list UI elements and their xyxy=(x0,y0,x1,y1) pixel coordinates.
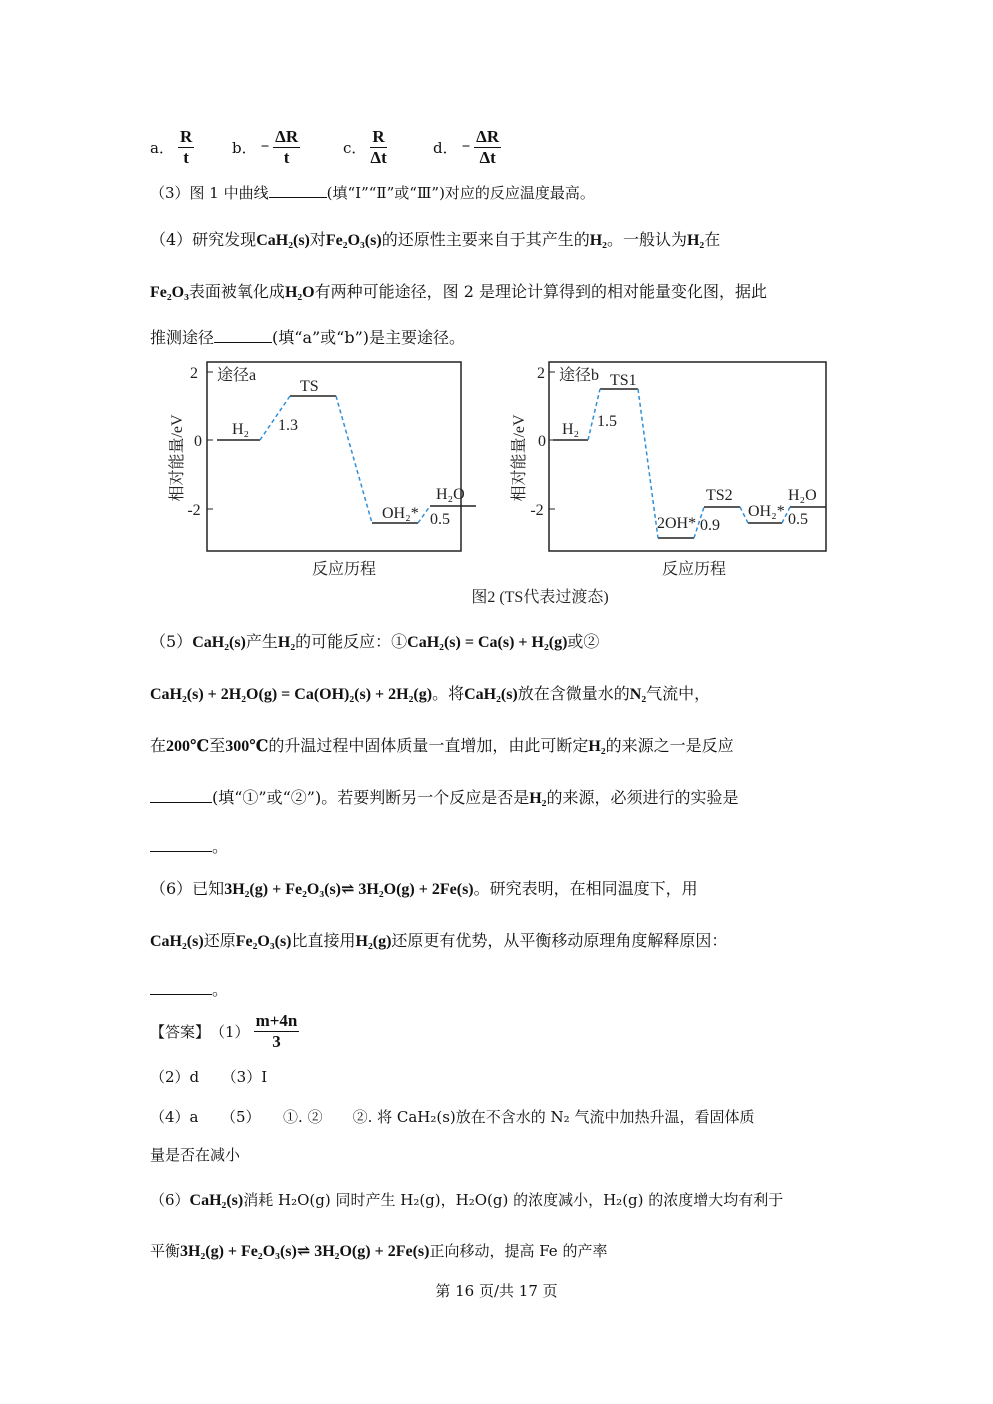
q6-text: 还原 xyxy=(203,931,236,950)
right-state-h2: H₂ xyxy=(562,421,580,438)
right-x-label: 反应历程 xyxy=(661,561,727,578)
question-5-line-4 xyxy=(150,785,738,808)
q5-text: 。将 xyxy=(432,684,465,703)
answer-1-denominator: 3 xyxy=(272,1031,281,1051)
q4-text: （4）研究发现 xyxy=(150,230,257,249)
left-label-0-5: 0.5 xyxy=(430,511,450,528)
right-label-1-5: 1.5 xyxy=(597,413,617,430)
q6-text: 还原更有优势，从平衡移动原理角度解释原因： xyxy=(391,931,728,950)
q5-temperature: 200℃ xyxy=(166,738,210,755)
option-a xyxy=(150,122,194,172)
q5-text: 的来源之一是反应 xyxy=(605,736,734,755)
option-c xyxy=(343,122,387,172)
answer-1-label: （1） xyxy=(210,1022,250,1041)
q5-formula: CaH₂(s) xyxy=(464,686,518,703)
right-label-0-9: 0.9 xyxy=(700,517,720,534)
q5-text: 气流中， xyxy=(646,684,711,703)
answer-1-numerator: m+4n xyxy=(255,1010,298,1030)
q5-text: 。 xyxy=(212,837,229,856)
answer-6-text: 正向移动，提高 Fe 的产率 xyxy=(429,1242,608,1260)
q6-formula: CaH₂(s) xyxy=(150,933,204,950)
q5-text: 或② xyxy=(567,632,600,651)
answer-1-fraction xyxy=(254,1011,300,1052)
q4-text: 表面被氧化成 xyxy=(188,282,285,301)
answer-heading: 【答案】 xyxy=(150,1022,211,1041)
q4-formula: Fe₂O₃ xyxy=(150,284,189,301)
right-label-0-5: 0.5 xyxy=(788,511,808,528)
q5-blank-2 xyxy=(150,837,212,852)
q4-text: 有两种可能途径，图 2 是理论计算得到的相对能量变化图，据此 xyxy=(314,282,767,301)
q5-formula: N₂ xyxy=(629,686,647,703)
q4-formula: Fe₂O₃(s) xyxy=(325,232,382,249)
q3-prefix: （3）图 1 中曲线 xyxy=(150,184,269,202)
left-state-ts: TS xyxy=(300,378,319,395)
q5-formula: H₂ xyxy=(529,790,547,807)
q6-formula: Fe₂O₃(s) xyxy=(235,933,292,950)
q5-formula: H₂ xyxy=(588,738,606,755)
page-footer: 第 16 页/共 17 页 xyxy=(435,1282,558,1300)
question-4-line-3 xyxy=(150,325,465,348)
left-state-oh2: OH₂* xyxy=(382,505,419,522)
q4-text: 的还原性主要来自于其产生的 xyxy=(381,230,590,249)
question-3 xyxy=(150,182,595,203)
option-a-label: a． xyxy=(150,138,174,157)
q4-text: 对 xyxy=(309,230,326,249)
right-state-ts2: TS2 xyxy=(706,487,733,504)
question-4-line-1 xyxy=(150,227,720,250)
answer-6-formula: CaH₂(s) xyxy=(189,1192,244,1209)
answer-6-equation: 3H₂(g) + Fe₂O₃(s)⇌ 3H₂O(g) + 2Fe(s) xyxy=(180,1243,430,1260)
right-tick-0: 0 xyxy=(538,433,546,450)
answer-4-5-line-1: （4）a （5） ①. ② ②. 将 CaH₂(s)放在不含水的 N₂ 气流中加热升温，看固体质 xyxy=(150,1108,755,1126)
q4-formula: CaH₂(s) xyxy=(256,232,310,249)
q5-text: 产生 xyxy=(245,632,278,651)
option-a-numerator: R xyxy=(179,126,193,146)
energy-diagram-figure xyxy=(160,358,840,610)
q4-blank xyxy=(214,328,272,343)
right-tick-2: 2 xyxy=(537,365,545,382)
left-state-h2o: H₂O xyxy=(436,486,465,503)
question-5-line-2 xyxy=(150,681,710,704)
figure-caption: 图2 (TS代表过渡态) xyxy=(471,589,609,606)
q5-formula: CaH₂(s) = Ca(s) + H₂(g) xyxy=(407,634,568,651)
q6-formula: H₂(g) xyxy=(355,933,392,950)
q5-text: （5） xyxy=(150,632,193,651)
option-d-numerator: ΔR xyxy=(476,126,500,146)
answer-6-line-2 xyxy=(150,1240,607,1261)
left-tick-2: 2 xyxy=(190,365,198,382)
question-5-line-1 xyxy=(150,629,599,652)
left-panel-frame xyxy=(207,362,461,551)
q4-formula: H₂ xyxy=(589,232,607,249)
left-panel-title: 途径a xyxy=(217,367,257,384)
q4-text: 。一般认为 xyxy=(606,230,687,249)
option-c-denominator: Δt xyxy=(370,147,387,167)
question-6-line-1 xyxy=(150,876,698,899)
q4-text: 推测途径 xyxy=(150,328,215,347)
q6-text: 。研究表明，在相同温度下，用 xyxy=(473,879,698,898)
option-a-fraction xyxy=(178,127,194,168)
option-d-label: d． xyxy=(433,138,458,157)
q6-text: （6）已知 xyxy=(150,879,225,898)
q4-text: 在 xyxy=(704,230,721,249)
right-state-ts1: TS1 xyxy=(610,372,637,389)
question-5-line-5 xyxy=(150,834,228,857)
left-reaction-path xyxy=(260,396,430,523)
q5-text: 的升温过程中固体质量一直增加，由此可断定 xyxy=(268,736,589,755)
right-tick-neg2: -2 xyxy=(530,502,544,519)
right-state-2oh: 2OH* xyxy=(657,515,697,532)
q5-blank-1 xyxy=(150,788,212,803)
q6-text: 。 xyxy=(212,980,229,999)
left-label-1-3: 1.3 xyxy=(278,417,298,434)
q5-text: 至 xyxy=(209,736,226,755)
option-c-fraction xyxy=(370,127,386,168)
q5-text: 的来源，必须进行的实验是 xyxy=(546,788,739,807)
q5-formula: CaH₂(s) xyxy=(192,634,246,651)
option-c-numerator: R xyxy=(370,127,386,148)
option-c-label: c． xyxy=(343,138,367,157)
right-panel-title: 途径b xyxy=(559,367,600,384)
q6-text: 比直接用 xyxy=(291,931,356,950)
answer-2-3: （2）d （3）Ⅰ xyxy=(150,1068,268,1086)
question-4-line-2 xyxy=(150,279,767,302)
right-state-oh2: OH₂* xyxy=(748,503,785,520)
answer-6-text: 平衡 xyxy=(150,1242,181,1260)
left-x-label: 反应历程 xyxy=(311,561,377,578)
left-tick-neg2: -2 xyxy=(187,502,201,519)
q3-suffix: (填“Ⅰ”“Ⅱ”或“Ⅲ”)对应的反应温度最高。 xyxy=(326,184,595,202)
answer-4-5-line-2: 量是否在减小 xyxy=(150,1146,241,1164)
right-state-h2o: H₂O xyxy=(788,487,817,504)
question-6-line-2 xyxy=(150,928,727,951)
answer-6-text: 消耗 H₂O(g) 同时产生 H₂(g)，H₂O(g) 的浓度减小，H₂(g) 的浓度增大均有利于 xyxy=(243,1191,784,1209)
question-6-line-3 xyxy=(150,977,228,1000)
answer-6-text: （6） xyxy=(150,1191,190,1209)
question-5-line-3 xyxy=(150,733,734,756)
option-d-sign: − xyxy=(461,138,471,155)
option-b xyxy=(232,122,300,172)
option-d xyxy=(433,122,501,172)
option-b-fraction xyxy=(273,127,300,168)
q3-blank xyxy=(269,183,327,198)
q5-text: 在 xyxy=(150,736,167,755)
q4-formula: H₂ xyxy=(686,232,705,249)
right-y-label: 相对能量/eV xyxy=(511,414,528,502)
q6-equation: 3H₂(g) + Fe₂O₃(s)⇌ 3H₂O(g) + 2Fe(s) xyxy=(224,881,474,898)
q5-formula: H₂ xyxy=(277,634,296,651)
q5-text: 放在含微量水的 xyxy=(517,684,630,703)
q5-temperature: 300℃ xyxy=(225,738,269,755)
option-d-fraction xyxy=(474,127,501,168)
option-b-numerator: ΔR xyxy=(275,126,299,146)
answer-1 xyxy=(150,1006,299,1056)
option-b-denominator: t xyxy=(283,147,290,167)
q5-text: 的可能反应：① xyxy=(295,632,408,651)
q5-formula: CaH₂(s) + 2H₂O(g) = Ca(OH)₂(s) + 2H₂(g) xyxy=(150,686,433,703)
option-b-label: b． xyxy=(232,138,257,157)
left-y-label: 相对能量/eV xyxy=(169,414,186,502)
q6-blank xyxy=(150,980,212,995)
option-a-denominator: t xyxy=(183,147,189,167)
q4-text: (填“a”或“b”)是主要途径。 xyxy=(272,328,466,347)
answer-6-line-1 xyxy=(150,1189,783,1210)
option-b-sign: − xyxy=(260,138,270,155)
q4-formula: H₂O xyxy=(284,284,315,301)
option-d-denominator: Δt xyxy=(479,147,496,167)
left-tick-0: 0 xyxy=(194,433,202,450)
q5-text: (填“①”或“②”)。若要判断另一个反应是否是 xyxy=(212,788,530,807)
left-state-h2: H₂ xyxy=(232,421,250,438)
